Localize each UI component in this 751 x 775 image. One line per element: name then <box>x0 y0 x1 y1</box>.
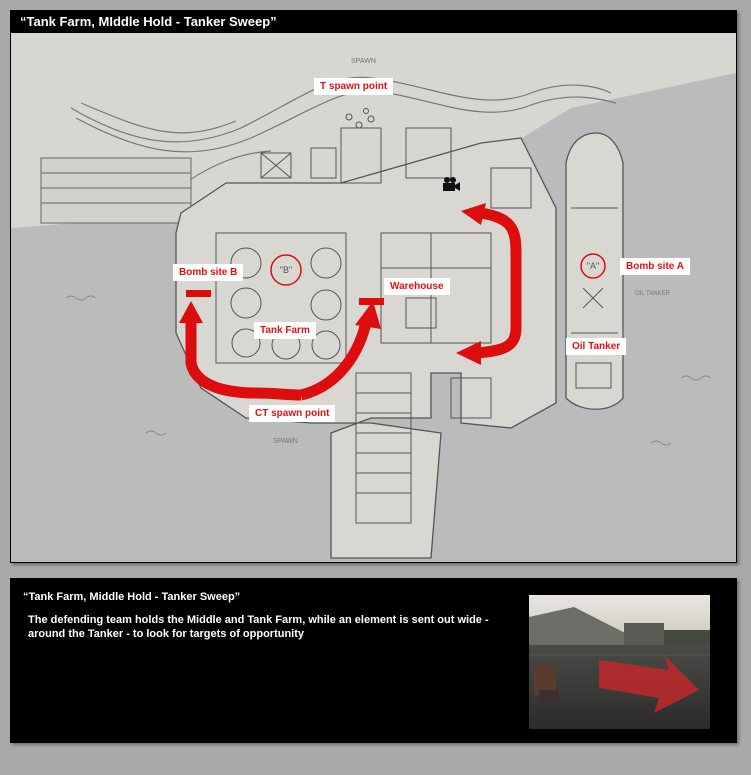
caption-description: The defending team holds the Middle and Tank Farm, while an element is sent out wide - around the Tanker - to look for targets of opportunity <box>28 614 489 640</box>
site-a-mark: "A" <box>586 261 600 271</box>
map-panel <box>10 10 737 563</box>
map-sketch <box>11 33 736 562</box>
screenshot-scene <box>529 595 710 729</box>
tactical-map <box>11 33 736 562</box>
caption-panel <box>10 578 737 743</box>
site-b-bar <box>186 290 211 297</box>
label-t-spawn: T spawn point <box>314 78 393 95</box>
site-b-mark: "B" <box>279 265 293 275</box>
label-bomb-site-a: Bomb site A <box>620 258 690 275</box>
gameplay-screenshot <box>529 595 710 729</box>
caption-title: “Tank Farm, Middle Hold - Tanker Sweep” <box>23 591 241 603</box>
label-warehouse: Warehouse <box>384 278 450 295</box>
label-ct-spawn: CT spawn point <box>249 405 335 422</box>
spawn-note-top: SPAWN <box>351 58 376 65</box>
map-title: “Tank Farm, MIddle Hold - Tanker Sweep” <box>20 14 277 29</box>
label-bomb-site-b: Bomb site B <box>173 264 243 281</box>
oil-tanker-note: OIL TANKER <box>635 291 670 297</box>
label-tank-farm: Tank Farm <box>254 322 316 339</box>
left-building <box>41 158 191 223</box>
label-oil-tanker: Oil Tanker <box>566 338 626 355</box>
spawn-note-bottom: SPAWN <box>273 438 298 445</box>
warehouse-bar <box>359 298 384 305</box>
oil-tanker-ship <box>566 133 623 409</box>
